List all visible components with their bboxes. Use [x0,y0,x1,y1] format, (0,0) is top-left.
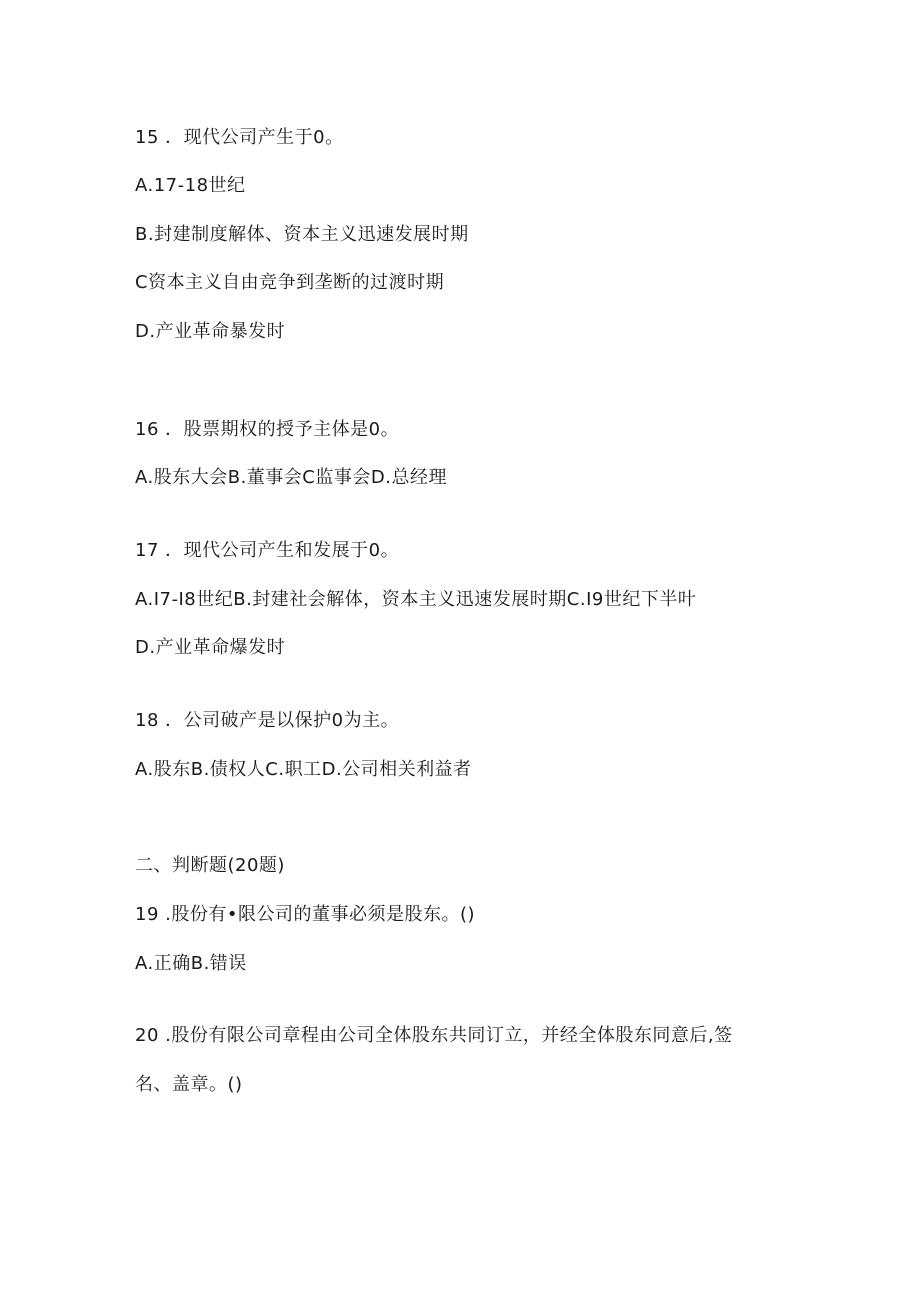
question-20-stem-line1: 20 .股份有限公司章程由公司全体股东共同订立，并经全体股东同意后,签 [135,1025,733,1046]
question-20-stem-line2: 名、盖章。() [135,1074,243,1095]
question-15-option-d: D.产业革命暴发时 [135,321,286,342]
question-19-stem: 19 .股份有•限公司的董事必须是股东。() [135,904,476,925]
question-17-stem: 17 ．现代公司产生和发展于0。 [135,540,400,561]
question-19-options: A.正确B.错误 [135,953,247,974]
question-15-option-c: C资本主义自由竞争到垄断的过渡时期 [135,272,445,293]
section-heading-true-false: 二、判断题(20题) [135,855,285,876]
question-16-options: A.股东大会B.董事会C监事会D.总经理 [135,467,447,488]
question-15-option-b: B.封建制度解体、资本主义迅速发展时期 [135,224,469,245]
question-18-stem: 18 ．公司破产是以保护0为主。 [135,710,400,731]
question-15-stem: 15 ．现代公司产生于0。 [135,127,344,148]
question-17-options-line1: A.I7-I8世纪B.封建社会解体，资本主义迅速发展时期C.I9世纪下半叶 [135,589,697,610]
question-17-options-line2: D.产业革命爆发时 [135,637,286,658]
question-15-option-a: A.17-18世纪 [135,175,246,196]
question-16-stem: 16 ．股票期权的授予主体是0。 [135,419,400,440]
question-18-options: A.股东B.债权人C.职工D.公司相关利益者 [135,759,472,780]
